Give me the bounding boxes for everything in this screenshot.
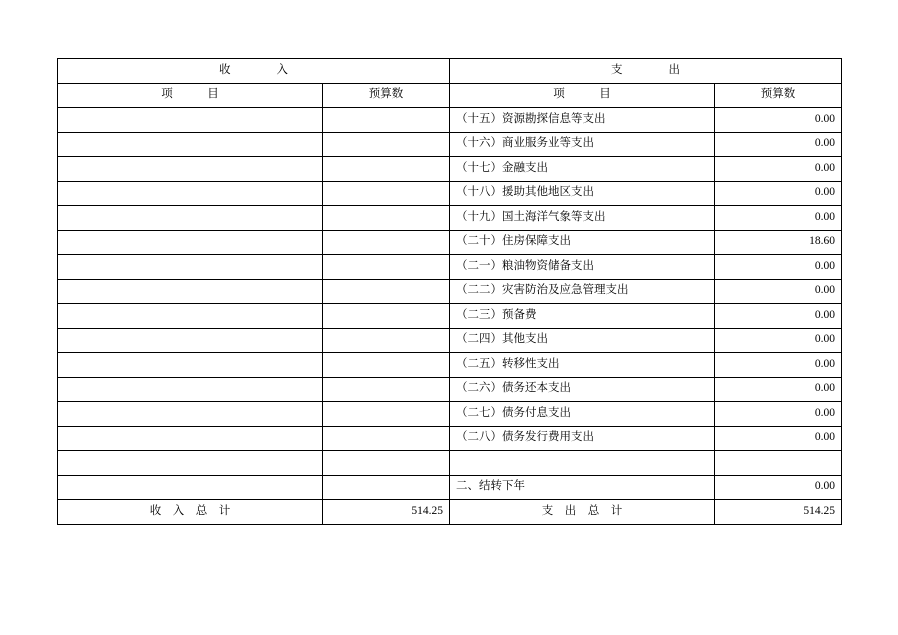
column-header-income-item: 项 目 xyxy=(58,83,323,108)
expense-total-label: 支 出 总 计 xyxy=(450,500,715,525)
expense-value: 0.00 xyxy=(715,181,842,206)
expense-value: 18.60 xyxy=(715,230,842,255)
income-value xyxy=(323,157,450,182)
table-row xyxy=(58,475,842,500)
income-item xyxy=(58,206,323,231)
income-item xyxy=(58,230,323,255)
expense-value: 0.00 xyxy=(715,255,842,280)
column-header-income-budget: 预算数 xyxy=(323,83,450,108)
table-row xyxy=(58,230,842,255)
income-value xyxy=(323,402,450,427)
budget-table-container xyxy=(57,58,841,525)
expense-value: 0.00 xyxy=(715,426,842,451)
table-row xyxy=(58,304,842,329)
expense-item xyxy=(450,451,715,476)
income-item xyxy=(58,353,323,378)
income-value xyxy=(323,108,450,133)
income-value xyxy=(323,206,450,231)
expense-item: （二二）灾害防治及应急管理支出 xyxy=(450,279,715,304)
income-value xyxy=(323,353,450,378)
expense-item: （二四）其他支出 xyxy=(450,328,715,353)
expense-value: 0.00 xyxy=(715,377,842,402)
expense-item: （二七）债务付息支出 xyxy=(450,402,715,427)
expense-value: 0.00 xyxy=(715,279,842,304)
column-header-expense-budget: 预算数 xyxy=(715,83,842,108)
income-value xyxy=(323,426,450,451)
income-item xyxy=(58,451,323,476)
table-row xyxy=(58,108,842,133)
expense-item: （二六）债务还本支出 xyxy=(450,377,715,402)
income-item xyxy=(58,181,323,206)
expense-value: 0.00 xyxy=(715,475,842,500)
expense-item: （十七）金融支出 xyxy=(450,157,715,182)
expense-item: （十六）商业服务业等支出 xyxy=(450,132,715,157)
expense-item: （二三）预备费 xyxy=(450,304,715,329)
income-item xyxy=(58,279,323,304)
table-row xyxy=(58,132,842,157)
table-row xyxy=(58,157,842,182)
income-item xyxy=(58,157,323,182)
expense-value: 0.00 xyxy=(715,304,842,329)
expense-value: 0.00 xyxy=(715,108,842,133)
expense-value: 0.00 xyxy=(715,353,842,378)
table-row xyxy=(58,377,842,402)
expense-item: （十九）国土海洋气象等支出 xyxy=(450,206,715,231)
expense-value: 0.00 xyxy=(715,328,842,353)
income-item xyxy=(58,132,323,157)
income-item xyxy=(58,475,323,500)
expense-item: （二一）粮油物资储备支出 xyxy=(450,255,715,280)
income-item xyxy=(58,377,323,402)
table-row xyxy=(58,181,842,206)
expense-value: 0.00 xyxy=(715,132,842,157)
table-row xyxy=(58,353,842,378)
expense-value: 0.00 xyxy=(715,206,842,231)
expense-section-title: 支 出 xyxy=(450,59,842,84)
income-total-label: 收 入 总 计 xyxy=(58,500,323,525)
income-value xyxy=(323,132,450,157)
income-value xyxy=(323,377,450,402)
expense-value: 0.00 xyxy=(715,402,842,427)
income-item xyxy=(58,402,323,427)
table-row xyxy=(58,206,842,231)
income-value xyxy=(323,279,450,304)
budget-table xyxy=(57,58,842,525)
column-header-expense-item: 项 目 xyxy=(450,83,715,108)
budget-table-body xyxy=(58,59,842,525)
income-value xyxy=(323,304,450,329)
expense-total-value: 514.25 xyxy=(715,500,842,525)
table-row xyxy=(58,279,842,304)
table-row xyxy=(58,451,842,476)
table-total-row xyxy=(58,500,842,525)
income-value xyxy=(323,328,450,353)
income-section-title: 收 入 xyxy=(58,59,450,84)
income-total-value: 514.25 xyxy=(323,500,450,525)
income-item xyxy=(58,328,323,353)
expense-item: （二五）转移性支出 xyxy=(450,353,715,378)
expense-item: （十八）援助其他地区支出 xyxy=(450,181,715,206)
income-value xyxy=(323,451,450,476)
income-value xyxy=(323,230,450,255)
table-row xyxy=(58,402,842,427)
expense-value xyxy=(715,451,842,476)
table-row xyxy=(58,328,842,353)
table-header-sub-row xyxy=(58,83,842,108)
expense-value: 0.00 xyxy=(715,157,842,182)
income-value xyxy=(323,255,450,280)
income-item xyxy=(58,304,323,329)
income-value xyxy=(323,475,450,500)
expense-item: （二八）债务发行费用支出 xyxy=(450,426,715,451)
table-row xyxy=(58,255,842,280)
expense-item: （十五）资源勘探信息等支出 xyxy=(450,108,715,133)
income-item xyxy=(58,255,323,280)
expense-item: （二十）住房保障支出 xyxy=(450,230,715,255)
income-item xyxy=(58,108,323,133)
table-header-main-row xyxy=(58,59,842,84)
table-row xyxy=(58,426,842,451)
income-value xyxy=(323,181,450,206)
expense-item: 二、结转下年 xyxy=(450,475,715,500)
income-item xyxy=(58,426,323,451)
